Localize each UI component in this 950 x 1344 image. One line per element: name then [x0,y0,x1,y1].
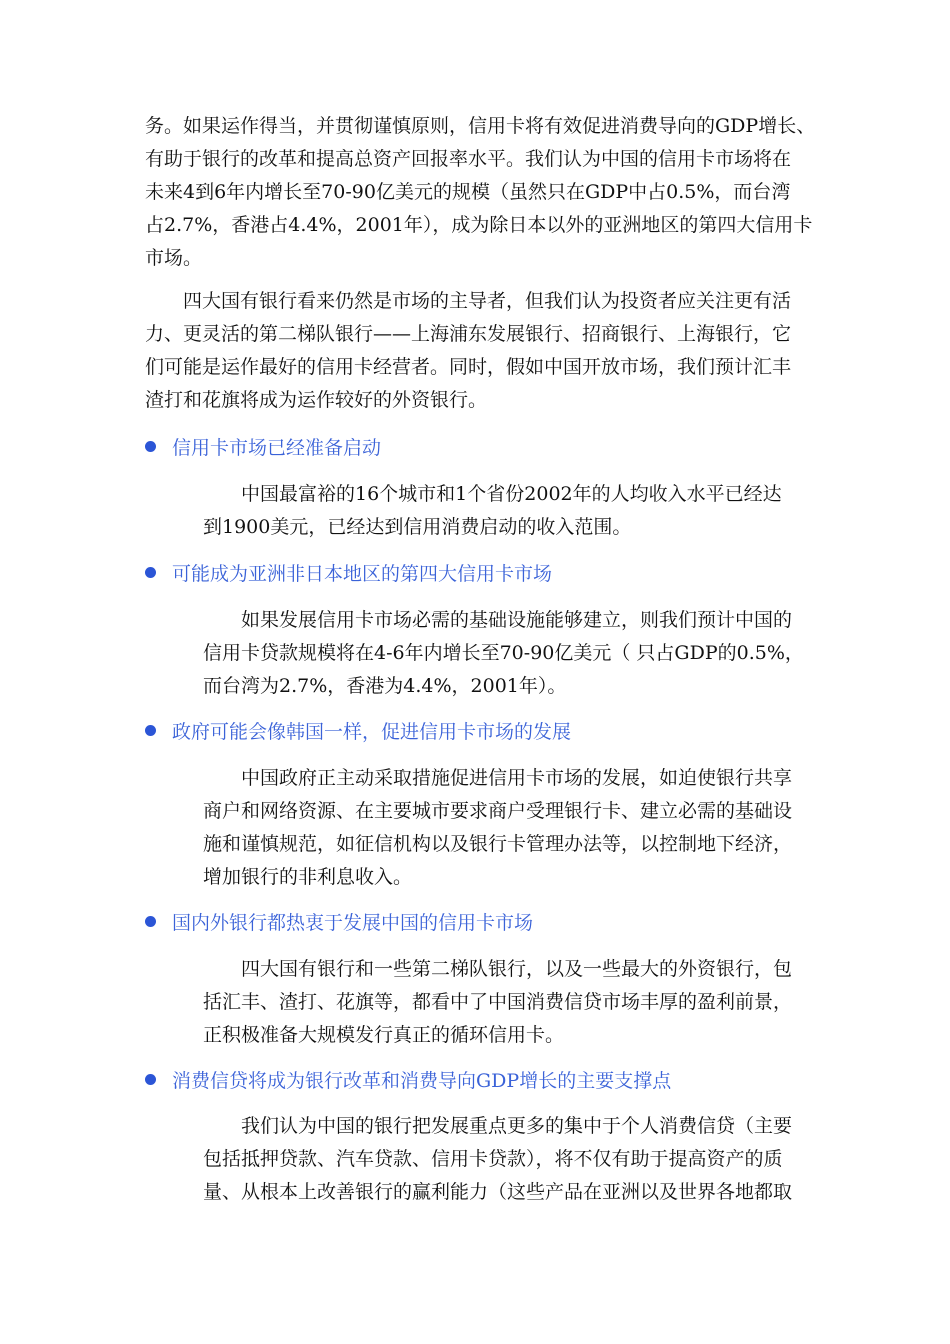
text-line: 量、从根本上改善银行的赢利能力（这些产品在亚洲以及世界各地都取 [203,1181,793,1203]
section-heading-text: 信用卡市场已经准备启动 [172,436,382,459]
text-line: 四大国有银行看来仍然是市场的主导者，但我们认为投资者应关注更有活 [183,290,792,312]
section-heading [145,557,552,587]
bullet-icon [145,567,156,578]
text-line: 商户和网络资源、在主要城市要求商户受理银行卡、建立必需的基础设 [203,800,793,822]
section-heading [145,1064,671,1094]
bullet-icon [145,1074,156,1085]
bullet-icon [145,916,156,927]
text-line: 增加银行的非利息收入。 [203,866,413,888]
bullet-icon [145,725,156,736]
section-body [203,604,823,703]
section-heading-text: 消费信贷将成为银行改革和消费导向GDP增长的主要支撑点 [172,1069,672,1092]
section-body [203,953,823,1052]
text-line: 占2.7%，香港占4.4%，2001年），成为除日本以外的亚洲地区的第四大信用卡 [145,214,813,236]
text-line: 而台湾为2.7%，香港为4.4%，2001年）。 [203,675,567,697]
section-heading [145,715,571,745]
text-line: 到1900美元，已经达到信用消费启动的收入范围。 [203,516,632,538]
text-line: 务。如果运作得当，并贯彻谨慎原则，信用卡将有效促进消费导向的GDP增长、 [145,115,816,137]
section-heading [145,906,533,936]
section-body [203,1110,823,1209]
text-line: 未来4到6年内增长至70-90亿美元的规模（虽然只在GDP中占0.5%，而台湾 [145,181,791,203]
text-line: 市场。 [145,247,203,269]
text-line: 正积极准备大规模发行真正的循环信用卡。 [203,1024,565,1046]
section-heading-text: 国内外银行都热衷于发展中国的信用卡市场 [172,911,534,934]
text-line: 施和谨慎规范，如征信机构以及银行卡管理办法等，以控制地下经济， [203,833,793,855]
text-line: 如果发展信用卡市场必需的基础设施能够建立，则我们预计中国的 [241,609,793,631]
section-heading-text: 可能成为亚洲非日本地区的第四大信用卡市场 [172,562,553,585]
section-body [203,762,823,894]
text-line: 渣打和花旗将成为运作较好的外资银行。 [145,389,488,411]
text-line: 我们认为中国的银行把发展重点更多的集中于个人消费信贷（主要 [241,1115,793,1137]
text-line: 括汇丰、渣打、花旗等，都看中了中国消费信贷市场丰厚的盈利前景， [203,991,793,1013]
bullet-icon [145,441,156,452]
section-heading-text: 政府可能会像韩国一样，促进信用卡市场的发展 [172,720,572,743]
text-line: 包括抵押贷款、汽车贷款、信用卡贷款），将不仅有助于提高资产的质 [203,1148,783,1170]
text-line: 中国最富裕的16个城市和1个省份2002年的人均收入水平已经达 [241,483,782,505]
text-line: 中国政府正主动采取措施促进信用卡市场的发展，如迫使银行共享 [241,767,793,789]
text-line: 四大国有银行和一些第二梯队银行，以及一些最大的外资银行，包 [241,958,793,980]
body-paragraph [145,285,815,417]
text-line: 力、更灵活的第二梯队银行——上海浦东发展银行、招商银行、上海银行，它 [145,323,792,345]
section-body [203,478,823,544]
text-line: 有助于银行的改革和提高总资产回报率水平。我们认为中国的信用卡市场将在 [145,148,792,170]
text-line: 们可能是运作最好的信用卡经营者。同时，假如中国开放市场，我们预计汇丰 [145,356,792,378]
body-paragraph [145,110,815,275]
section-heading [145,431,381,461]
text-line: 信用卡贷款规模将在4-6年内增长至70-90亿美元（ 只占GDP的0.5%， [203,642,804,664]
